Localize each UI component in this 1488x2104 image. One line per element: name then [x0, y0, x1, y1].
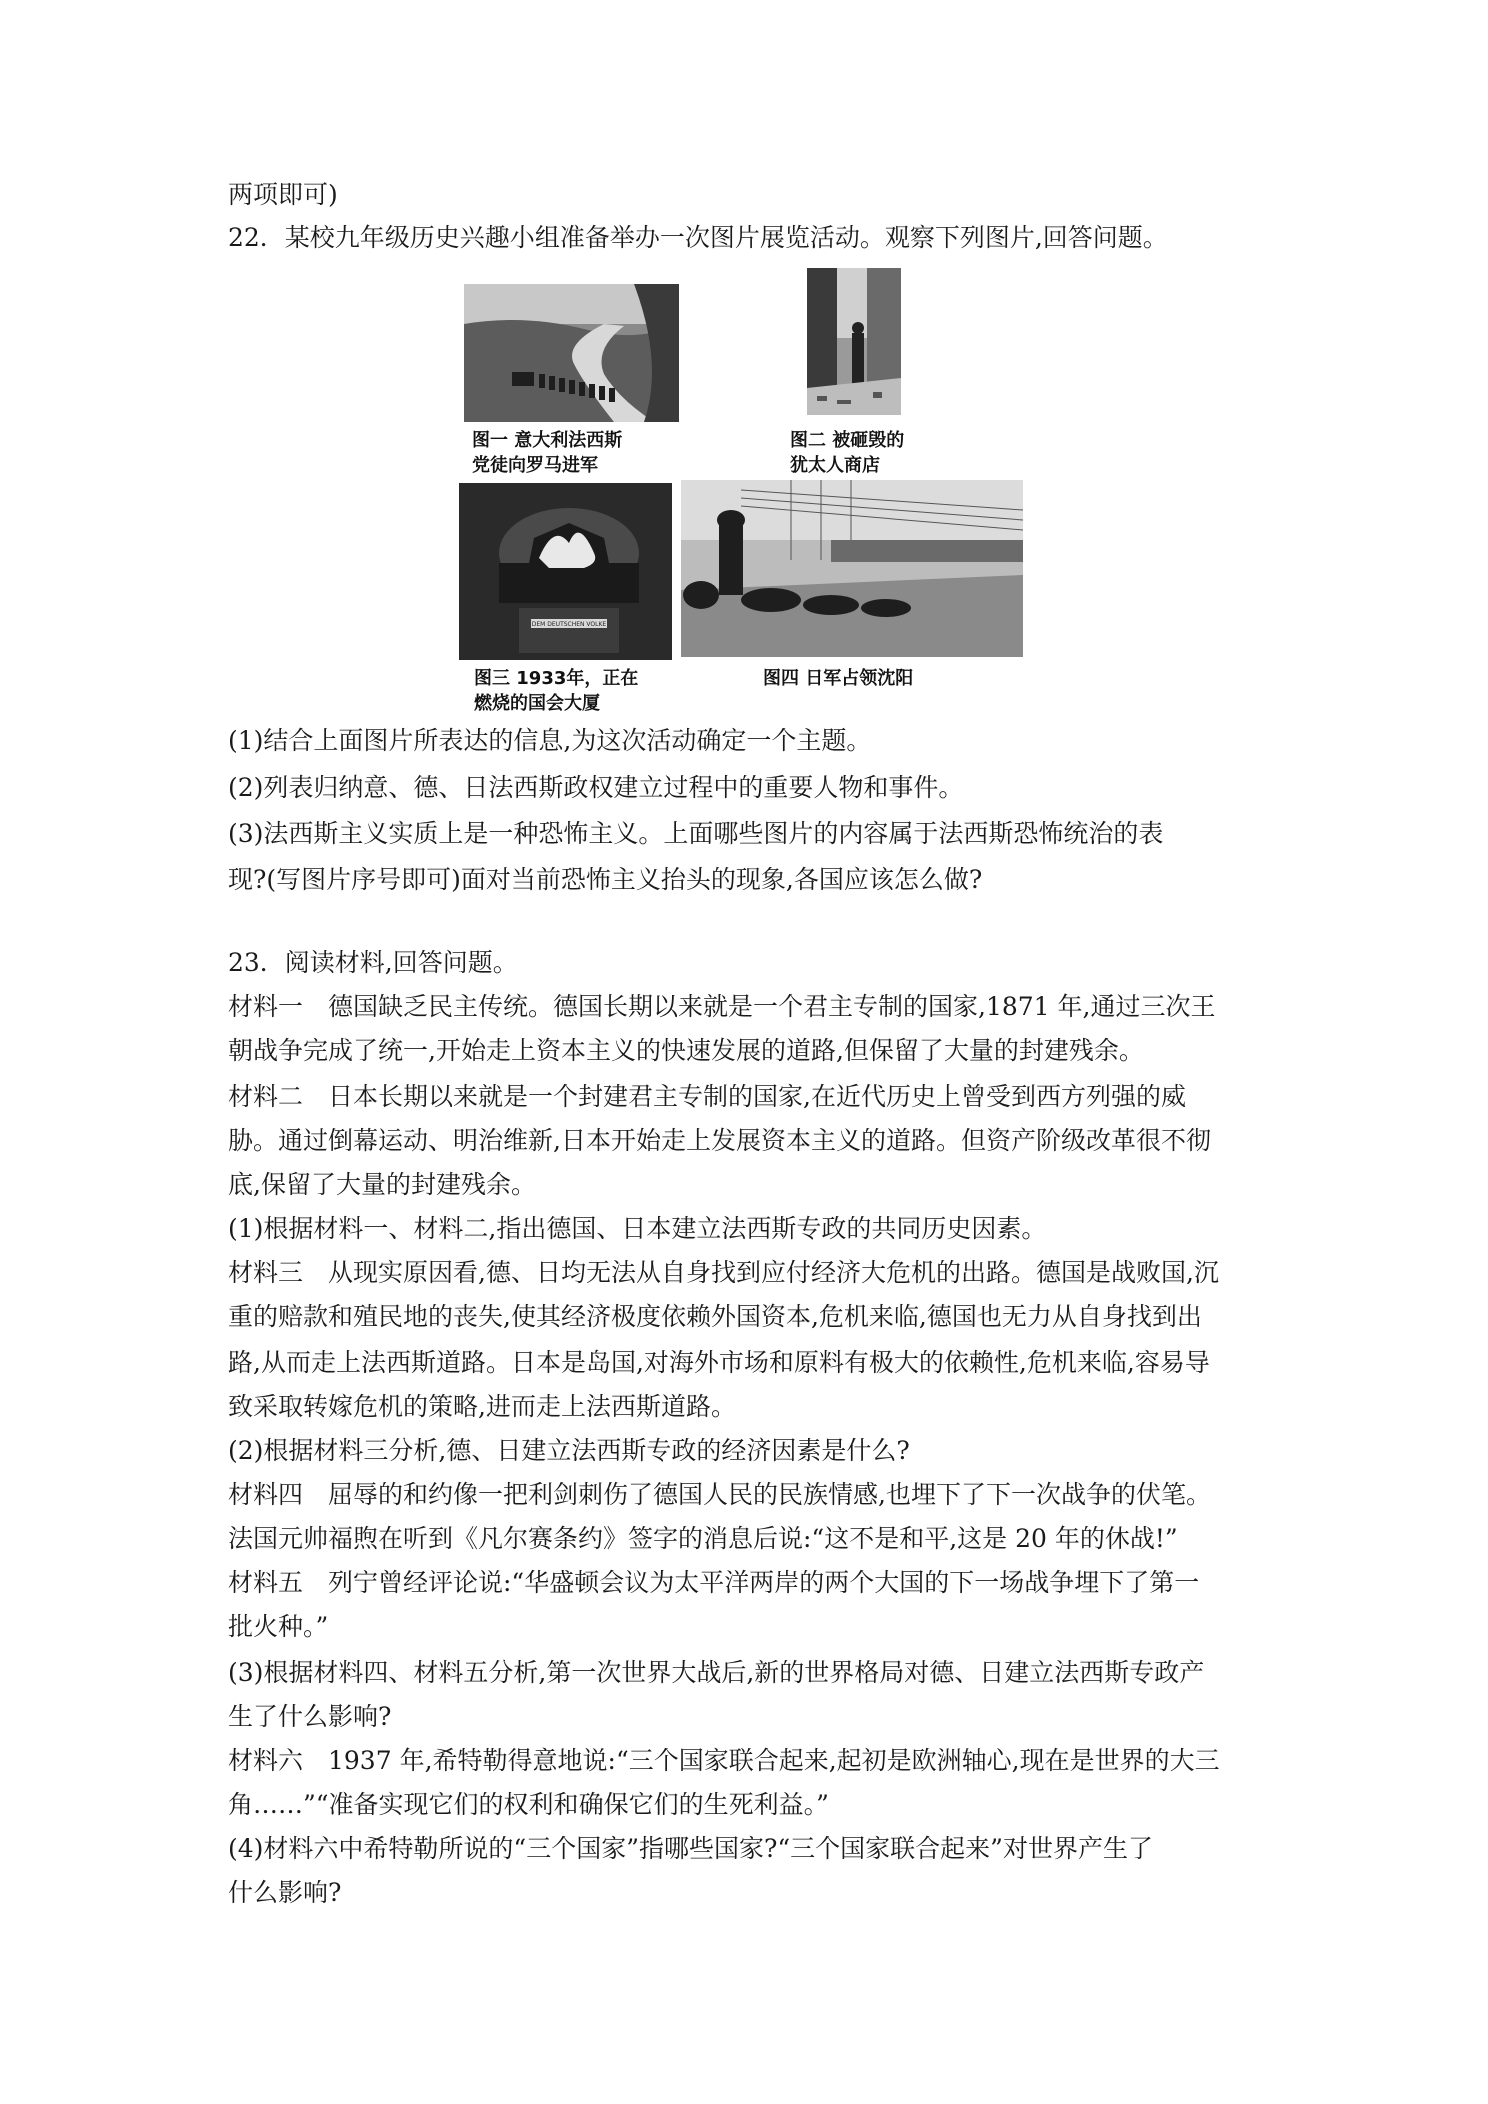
text-line: 底,保留了大量的封建残余。: [228, 1170, 536, 1199]
question-23-stem: 23．阅读材料,回答问题。: [228, 948, 518, 977]
text-line: 什么影响?: [228, 1878, 342, 1907]
figure-3-caption: [474, 666, 638, 716]
question-23-part-1: (1)根据材料一、材料二,指出德国、日本建立法西斯专政的共同历史因素。: [228, 1214, 1047, 1243]
material-4: 材料四 屈辱的和约像一把利剑刺伤了德国人民的民族情感,也埋下了下一次战争的伏笔。: [228, 1480, 1211, 1509]
material-1: 材料一 德国缺乏民主传统。德国长期以来就是一个君主专制的国家,1871 年,通过三次王: [228, 992, 1216, 1021]
figure-2-caption: [790, 428, 904, 478]
figure-1-photo: [464, 284, 679, 422]
question-23-part-4: (4)材料六中希特勒所说的“三个国家”指哪些国家?“三个国家联合起来”对世界产生了: [228, 1834, 1153, 1863]
text-line: 致采取转嫁危机的策略,进而走上法西斯道路。: [228, 1392, 736, 1421]
question-22-part-1: (1)结合上面图片所表达的信息,为这次活动确定一个主题。: [228, 726, 872, 755]
question-22-part-3: (3)法西斯主义实质上是一种恐怖主义。上面哪些图片的内容属于法西斯恐怖统治的表: [228, 819, 1164, 848]
material-3: 材料三 从现实原因看,德、日均无法从自身找到应付经济大危机的出路。德国是战败国,沉: [228, 1258, 1219, 1287]
figure-3-caption-line2: 燃烧的国会大厦: [474, 693, 600, 714]
text-line: 胁。通过倒幕运动、明治维新,日本开始走上发展资本主义的道路。但资产阶级改革很不彻: [228, 1126, 1211, 1155]
figure-1-caption-line2: 党徒向罗马进军: [472, 455, 598, 476]
text-line: 重的赔款和殖民地的丧失,使其经济极度依赖外国资本,危机来临,德国也无力从自身找到出: [228, 1302, 1202, 1331]
text-line: 角……”“准备实现它们的权利和确保它们的生死利益。”: [228, 1790, 829, 1819]
figure-3-caption-line1: 图三 1933年，正在: [474, 668, 639, 689]
figure-4-caption-line1: 图四 日军占领沈阳: [763, 668, 914, 689]
figure-4-photo: [681, 480, 1023, 657]
material-5: 材料五 列宁曾经评论说:“华盛顿会议为太平洋两岸的两个大国的下一场战争埋下了第一: [228, 1568, 1200, 1597]
question-23-part-2: (2)根据材料三分析,德、日建立法西斯专政的经济因素是什么?: [228, 1436, 910, 1465]
reichstag-inscription: DEM DEUTSCHEN VOLKE: [531, 621, 607, 628]
material-2: 材料二 日本长期以来就是一个封建君主专制的国家,在近代历史上曾受到西方列强的威: [228, 1082, 1186, 1111]
text-line: 现?(写图片序号即可)面对当前恐怖主义抬头的现象,各国应该怎么做?: [228, 865, 983, 894]
material-6: 材料六 1937 年,希特勒得意地说:“三个国家联合起来,起初是欧洲轴心,现在是世界的大三: [228, 1746, 1220, 1775]
figure-1-caption: [472, 428, 622, 478]
figure-4-caption: [763, 666, 913, 691]
text-line: 批火种。”: [228, 1612, 329, 1641]
figure-3-photo: [459, 483, 672, 660]
figure-2-caption-line2: 犹太人商店: [790, 455, 880, 476]
question-22-stem: 22．某校九年级历史兴趣小组准备举办一次图片展览活动。观察下列图片,回答问题。: [228, 223, 1168, 252]
text-line: 生了什么影响?: [228, 1702, 392, 1731]
text-line: 法国元帅福煦在听到《凡尔赛条约》签字的消息后说:“这不是和平,这是 20 年的休战!”: [228, 1524, 1178, 1553]
text-line: 路,从而走上法西斯道路。日本是岛国,对海外市场和原料有极大的依赖性,危机来临,容易导: [228, 1348, 1210, 1377]
figure-1-caption-line1: 图一 意大利法西斯: [472, 430, 623, 451]
question-23-part-3: (3)根据材料四、材料五分析,第一次世界大战后,新的世界格局对德、日建立法西斯专政产: [228, 1658, 1205, 1687]
text-line: 两项即可): [228, 180, 338, 209]
text-line: 朝战争完成了统一,开始走上资本主义的快速发展的道路,但保留了大量的封建残余。: [228, 1036, 1144, 1065]
figure-2-photo: [807, 268, 901, 415]
question-22-part-2: (2)列表归纳意、德、日法西斯政权建立过程中的重要人物和事件。: [228, 773, 964, 802]
figure-2-caption-line1: 图二 被砸毁的: [790, 430, 905, 451]
